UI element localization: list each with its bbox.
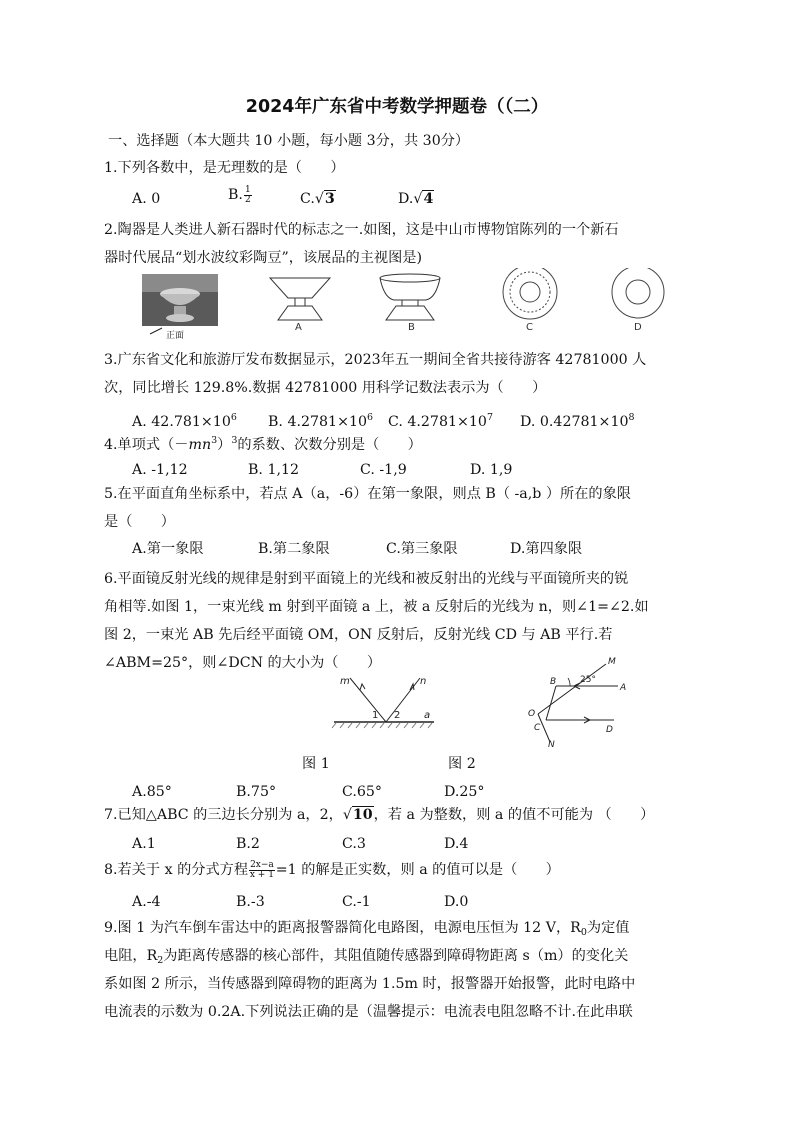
- q7-option-c: C.3: [342, 836, 366, 852]
- fig1-label-a: a: [424, 710, 431, 721]
- q7-option-d: D.4: [444, 836, 469, 852]
- q1-option-c: C.√3: [300, 191, 335, 207]
- q4-option-d: D. 1,9: [470, 462, 513, 478]
- q2-photo-caption: 正面: [166, 331, 185, 341]
- q7-option-a: A.1: [132, 836, 156, 852]
- q1-option-a: A. 0: [132, 191, 161, 207]
- q2-figures: [140, 268, 670, 348]
- q6-fig2-caption: 图 2: [448, 756, 476, 772]
- q2-label-b: B: [408, 322, 415, 333]
- q6-line1: 6.平面镜反射光线的规律是射到平面镜上的光线和被反射出的光线与平面镜所夹的锐: [104, 571, 629, 587]
- fig1-label-2: 2: [394, 710, 401, 721]
- q2-option-c-figure: [503, 268, 557, 333]
- q8-option-d: D.0: [444, 894, 469, 910]
- q5-option-d: D.第四象限: [510, 541, 583, 557]
- fig1-label-1: 1: [372, 710, 379, 721]
- q3-option-b: B. $4.2781\times 10^6$: [268, 412, 374, 430]
- q5-option-b: B.第二象限: [258, 541, 330, 557]
- fig1-label-m: m: [340, 676, 350, 687]
- q1-option-b: B. $\frac{1}{2}$: [228, 184, 251, 205]
- q3-option-a: A. $42.781\times 10^6$: [132, 412, 237, 430]
- q2-line2: 器时代展品“划水波纹彩陶豆”，该展品的主视图是): [104, 250, 422, 266]
- q2-option-b-figure: [380, 274, 440, 333]
- q8-option-a: A.-4: [132, 894, 161, 910]
- q2-option-d-figure: [612, 268, 664, 333]
- q4-stem: 4.单项式$(-mn^3)^3$的系数、次数分别是（ ）: [104, 435, 422, 453]
- q1-stem: 1.下列各数中，是无理数的是（ ）: [104, 160, 345, 176]
- q3-line2: 次，同比增长 129.8%.数据 42781000 用科学记数法表示为（ ）: [104, 380, 547, 396]
- fig2-label-B: B: [550, 677, 557, 687]
- q4-option-a: A. -1,12: [132, 462, 188, 478]
- q6-option-b: B.75°: [236, 784, 277, 800]
- q8-stem: 8.若关于 x 的分式方程 $\frac{2x-a}{x + 1}$ =1 的解是正实数，则 a 的值可以是（ ）: [104, 859, 560, 880]
- q6-line4: ∠ABM=25°，则∠DCN 的大小为（ ）: [104, 655, 382, 671]
- q6-figure-1: [330, 670, 440, 732]
- fig2-label-D: D: [606, 725, 613, 735]
- q3-line1: 3.广东省文化和旅游厅发布数据显示，2023年五一期间全省共接待游客 42781000 人: [104, 352, 647, 368]
- section-heading: 一、选择题（本大题共 10 小题，每小题 3分，共 30分）: [108, 133, 470, 149]
- q8-option-c: C.-1: [342, 894, 371, 910]
- q9-line1: 9.图 1 为汽车倒车雷达中的距离报警器简化电路图，电源电压恒为 12 V，$R_0$为定值: [104, 920, 630, 938]
- fig1-label-n: n: [420, 676, 427, 687]
- q3-option-d: D. $0.42781\times 10^8$: [520, 412, 635, 430]
- q5-option-a: A.第一象限: [132, 541, 204, 557]
- q5-option-c: C.第三象限: [386, 541, 458, 557]
- q2-label-d: D: [634, 322, 642, 333]
- q2-photo: [142, 274, 218, 341]
- q2-label-a: A: [295, 322, 302, 333]
- q4-option-c: C. -1,9: [360, 462, 407, 478]
- q9-line4: 电流表的示数为 0.2A.下列说法正确的是（温馨提示：电流表电阻忽略不计.在此串联: [104, 1004, 633, 1020]
- q6-option-d: D.25°: [444, 784, 485, 800]
- fig2-label-O: O: [528, 709, 536, 719]
- q4-option-b: B. 1,12: [248, 462, 300, 478]
- q5-line2: 是（ ）: [104, 514, 175, 530]
- q2-line1: 2.陶器是人类进人新石器时代的标志之一.如图，这是中山市博物馆陈列的一个新石: [104, 222, 619, 238]
- q9-line3: 系如图 2 所示，当传感器到障碍物的距离为 1.5m 时，报警器开始报警，此时电路中: [104, 976, 636, 992]
- q7-option-b: B.2: [236, 836, 260, 852]
- q7-stem: 7.已知△ABC 的三边长分别为 a，2，√10，若 a 为整数，则 a 的值不可能为 （ ）: [104, 807, 655, 823]
- q5-line1: 5.在平面直角坐标系中，若点 A（a，-6）在第一象限，则点 B（ -a,b ）所在的象限: [104, 486, 631, 502]
- q8-option-b: B.-3: [236, 894, 265, 910]
- q2-option-a-figure: [270, 278, 330, 333]
- q2-label-c: C: [526, 322, 533, 333]
- q9-line2: 电阻，$R_2$为距离传感器的核心部件，其阻值随传感器到障碍物距离 s（m）的变化关: [104, 948, 629, 966]
- q6-option-a: A.85°: [132, 784, 172, 800]
- q6-line3: 图 2，一束光 AB 先后经平面镜 OM，ON 反射后，反射光线 CD 与 AB 平行.若: [104, 627, 613, 643]
- q6-fig1-caption: 图 1: [302, 756, 330, 772]
- exam-title: 2024年广东省中考数学押题卷（（二）: [245, 97, 549, 117]
- q6-option-c: C.65°: [342, 784, 383, 800]
- fig2-label-A: A: [620, 683, 627, 693]
- fig2-label-angle: 25°: [580, 675, 596, 685]
- fig2-label-N: N: [548, 740, 555, 748]
- fig2-label-M: M: [608, 657, 616, 667]
- q6-figure-2: [510, 654, 630, 748]
- q6-line2: 角相等.如图 1，一束光线 m 射到平面镜 a 上，被 a 反射后的光线为 n，则∠1=∠2.如: [104, 599, 649, 615]
- fig2-label-C: C: [534, 723, 541, 733]
- q3-option-c: C. $4.2781\times 10^7$: [388, 412, 493, 430]
- q1-option-d: D.√4: [398, 191, 434, 207]
